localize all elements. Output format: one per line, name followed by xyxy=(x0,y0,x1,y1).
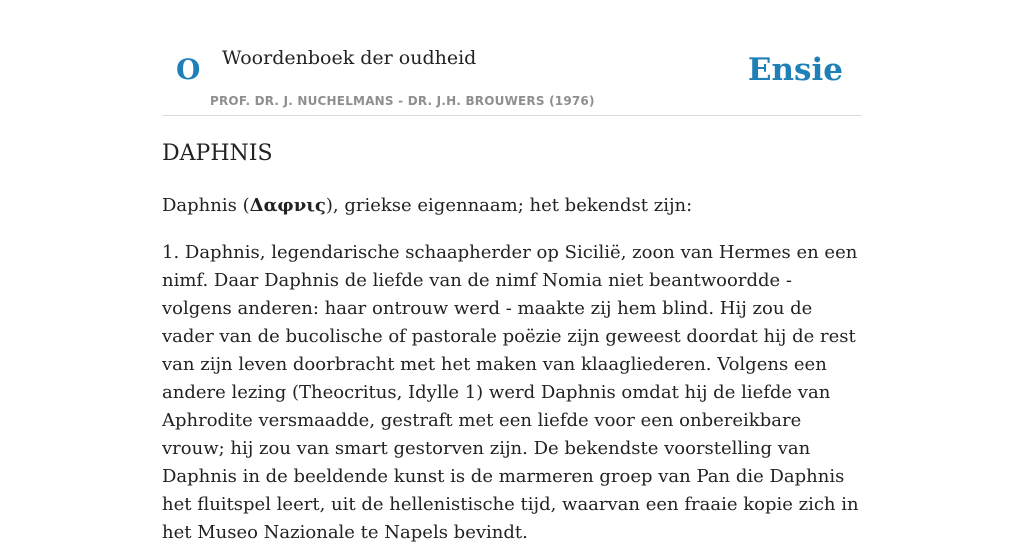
book-authors: PROF. DR. J. NUCHELMANS - DR. J.H. BROUWERS (1976) xyxy=(210,94,595,108)
greek-name: Δαφνις xyxy=(249,195,326,216)
intro-after: ), griekse eigennaam; het bekendst zijn: xyxy=(325,195,693,216)
index-letter[interactable]: O xyxy=(176,53,201,86)
ensie-logo[interactable]: Ensie xyxy=(747,52,843,88)
intro-before: Daphnis ( xyxy=(162,195,250,216)
page xyxy=(162,0,862,543)
entry-intro xyxy=(162,192,862,220)
header xyxy=(162,0,862,116)
entry-paragraph-1: 1. Daphnis, legendarische schaapherder op Sicilië, zoon van Hermes en een nimf. Daar Daphnis de liefde van de nimf Nomia niet beantwoordde - volgens anderen: haar ontrouw werd - maakte zij hem blind. Hij zou de vader van de bucolische of pastorale poëzie zijn geweest doordat hij de rest van zijn leven doorbracht met het maken van klaagliederen. Volgens een andere lezing (Theocritus, Idylle 1) werd Daphnis omdat hij de liefde van Aphrodite versmaadde, gestraft met een liefde voor een onbereikbare vrouw; hij zou van smart gestorven zijn. De bekendste voorstelling van Daphnis in de beeldende kunst is de marmeren groep van Pan die Daphnis het fluitspel leert, uit de hellenistische tijd, waarvan een fraaie kopie zich in het Museo Nazionale te Napels bevindt. xyxy=(162,242,859,543)
book-title[interactable]: Woordenboek der oudheid xyxy=(222,47,477,69)
entry-title: DAPHNIS xyxy=(162,141,273,166)
